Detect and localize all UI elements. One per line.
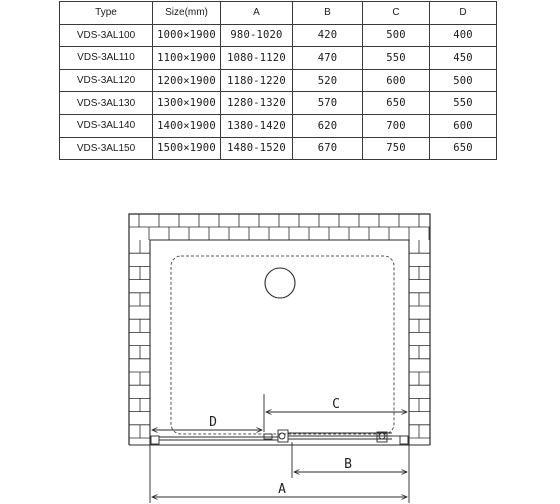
cell-a: 1280-1320 <box>221 92 293 115</box>
cell-type: VDS-3AL120 <box>60 69 153 92</box>
cell-type: VDS-3AL110 <box>60 47 153 70</box>
cell-type: VDS-3AL130 <box>60 92 153 115</box>
cell-b: 470 <box>293 47 363 70</box>
cell-d: 500 <box>430 69 497 92</box>
header-b: B <box>293 2 363 25</box>
cell-d: 450 <box>430 47 497 70</box>
cell-a: 1180-1220 <box>221 69 293 92</box>
cell-a: 1380-1420 <box>221 114 293 137</box>
header-d: D <box>430 2 497 25</box>
cell-b: 570 <box>293 92 363 115</box>
cell-d: 600 <box>430 114 497 137</box>
cell-b: 620 <box>293 114 363 137</box>
door-track <box>151 430 408 444</box>
wall-opening <box>150 240 409 445</box>
cell-d: 550 <box>430 92 497 115</box>
cell-size: 1400×1900 <box>153 114 221 137</box>
cell-size: 1300×1900 <box>153 92 221 115</box>
cell-size: 1200×1900 <box>153 69 221 92</box>
header-type: Type <box>60 2 153 25</box>
cell-c: 600 <box>363 69 430 92</box>
drain <box>265 268 295 298</box>
label-b: B <box>344 457 352 472</box>
cell-size: 1500×1900 <box>153 137 221 160</box>
cell-b: 420 <box>293 24 363 47</box>
cell-size: 1000×1900 <box>153 24 221 47</box>
wall-outline <box>129 214 430 445</box>
cell-c: 500 <box>363 24 430 47</box>
cell-type: VDS-3AL150 <box>60 137 153 160</box>
cell-a: 1080-1120 <box>221 47 293 70</box>
dimension-d <box>150 406 264 432</box>
brick-wall <box>129 214 430 445</box>
header-a: A <box>221 2 293 25</box>
cell-size: 1100×1900 <box>153 47 221 70</box>
cell-a: 1480-1520 <box>221 137 293 160</box>
cell-c: 750 <box>363 137 430 160</box>
label-c: C <box>332 397 340 412</box>
cell-type: VDS-3AL140 <box>60 114 153 137</box>
shower-tray <box>171 256 394 434</box>
cell-d: 400 <box>430 24 497 47</box>
cell-a: 980-1020 <box>221 24 293 47</box>
cell-c: 700 <box>363 114 430 137</box>
header-size: Size(mm) <box>153 2 221 25</box>
label-d: D <box>209 415 217 430</box>
cell-type: VDS-3AL100 <box>60 24 153 47</box>
label-a: A <box>278 482 286 497</box>
cell-b: 520 <box>293 69 363 92</box>
cell-d: 650 <box>430 137 497 160</box>
header-c: C <box>363 2 430 25</box>
cell-b: 670 <box>293 137 363 160</box>
cell-c: 550 <box>363 47 430 70</box>
cell-c: 650 <box>363 92 430 115</box>
